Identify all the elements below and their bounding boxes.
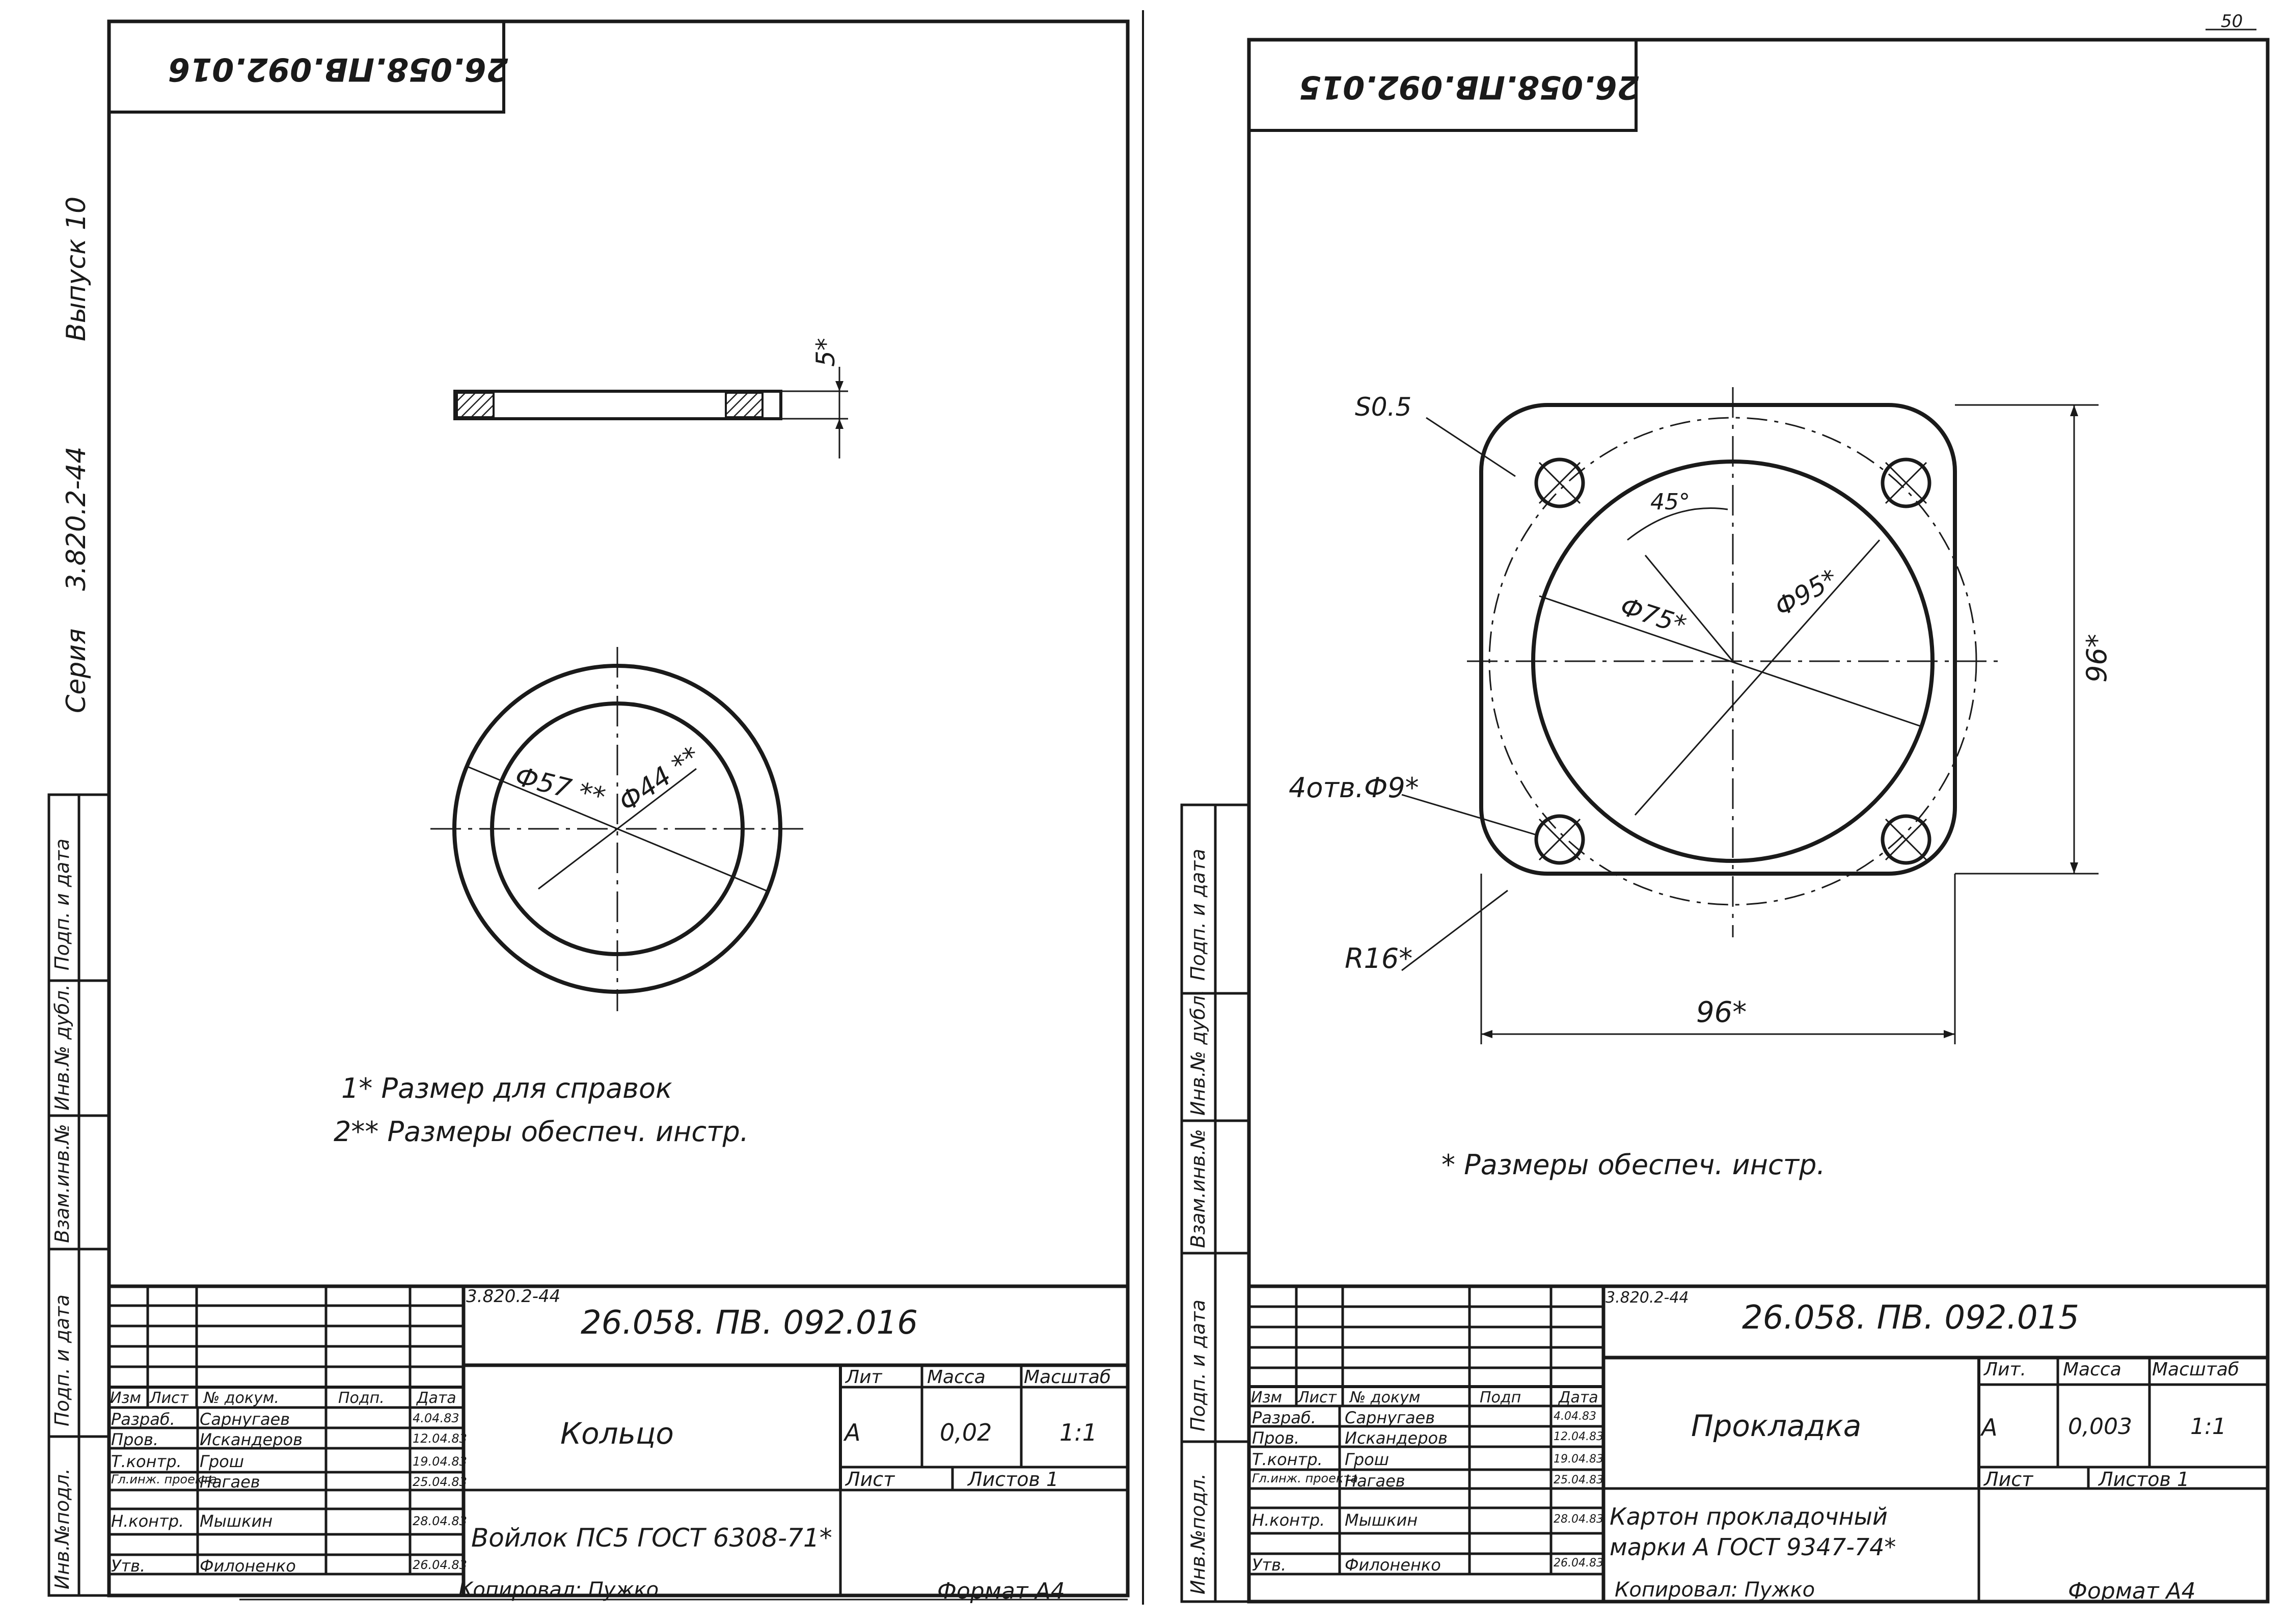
left-sheet-frame: [109, 21, 1128, 1595]
left-stamp-label-5: Инв.№подл.: [51, 1468, 73, 1589]
right-scale-label: Масштаб: [2152, 1359, 2240, 1380]
right-date-4: 25.04.83: [1554, 1474, 1603, 1486]
right-format: Формат А4: [2068, 1578, 2196, 1604]
right-role-5: Н.контр.: [1252, 1510, 1325, 1530]
margin-seriya: Серия: [61, 628, 92, 713]
left-role-1: Разраб.: [111, 1410, 175, 1429]
left-name-5: Мышкин: [200, 1511, 273, 1531]
right-name-1: Сарнугаев: [1345, 1408, 1435, 1427]
right-stamp-label-3: Взам.инв.№: [1187, 1129, 1209, 1248]
right-role-4: Гл.инж. проекта: [1252, 1471, 1358, 1485]
right-date-1: 4.04.83: [1554, 1410, 1596, 1423]
right-name-5: Мышкин: [1345, 1510, 1418, 1530]
left-scale-value: 1:1: [1059, 1419, 1098, 1446]
right-stamp-label-4: Подп. и дата: [1187, 1300, 1209, 1431]
left-mass-label: Масса: [927, 1367, 986, 1388]
right-series-ref: 3.820.2-44: [1605, 1289, 1689, 1307]
left-hdr-sign: Подп.: [338, 1389, 385, 1407]
margin-vypusk: Выпуск 10: [61, 196, 92, 341]
left-role-2: Пров.: [111, 1430, 158, 1449]
gasket-height-dim: 96*: [2081, 634, 2113, 683]
left-stamp-label-1: Подп. и дата: [51, 838, 73, 970]
left-hdr-date: Дата: [417, 1389, 456, 1407]
left-hdr-izm: Изм: [110, 1389, 142, 1407]
page-number: 50: [2221, 11, 2243, 32]
gasket-plan-view: [1402, 387, 2099, 1044]
left-series-ref: 3.820.2-44: [466, 1286, 561, 1307]
left-hdr-doc: № докум.: [204, 1389, 279, 1407]
ring-thickness-dim: 5*: [811, 338, 840, 367]
left-role-4: Гл.инж. проекта: [111, 1472, 217, 1486]
right-hdr-sign: Подп: [1480, 1389, 1521, 1406]
right-date-6: 26.04.83: [1554, 1557, 1603, 1569]
margin-series-number: 3.820.2-44: [61, 446, 92, 591]
right-role-1: Разраб.: [1252, 1408, 1316, 1427]
right-date-3: 19.04.83: [1554, 1453, 1603, 1466]
left-date-5: 28.04.83: [413, 1514, 467, 1528]
left-name-4: Нагаев: [200, 1472, 260, 1492]
left-role-3: Т.контр.: [111, 1452, 182, 1471]
right-material-line2: марки А ГОСТ 9347-74*: [1610, 1533, 1896, 1561]
ring-section-view: [455, 367, 848, 458]
left-designation: 26.058. ПВ. 092.016: [581, 1304, 918, 1342]
right-hdr-list: Лист: [1298, 1389, 1337, 1406]
left-part-name: Кольцо: [560, 1416, 674, 1451]
left-date-6: 26.04.83: [413, 1558, 467, 1572]
right-role-3: Т.контр.: [1252, 1450, 1323, 1469]
left-copied: Копировал: Пужко: [458, 1578, 659, 1602]
right-hdr-izm: Изм: [1251, 1389, 1283, 1406]
left-rotated-code: 26.058.ПВ.092.016: [168, 51, 508, 88]
left-stamp-label-2: Инв.№ дубл.: [51, 984, 73, 1111]
right-mass-value: 0,003: [2068, 1414, 2132, 1440]
right-stamp-label-5: Инв.№подл.: [1187, 1473, 1209, 1594]
gasket-inner-diameter: Ф75*: [1617, 591, 1690, 640]
right-name-2: Искандеров: [1345, 1428, 1448, 1448]
gasket-bolt-circle: Ф95*: [1770, 563, 1843, 623]
left-name-1: Сарнугаев: [200, 1410, 290, 1429]
left-hdr-list: Лист: [150, 1389, 189, 1407]
left-date-3: 19.04.83: [413, 1454, 467, 1469]
right-part-name: Прокладка: [1691, 1409, 1862, 1443]
left-lit-value: А: [845, 1419, 861, 1446]
left-name-6: Филоненко: [200, 1556, 296, 1576]
gasket-radius: R16*: [1345, 942, 1413, 975]
right-name-3: Грош: [1345, 1450, 1389, 1469]
right-note-1: * Размеры обеспеч. инстр.: [1441, 1149, 1826, 1181]
right-sheet-label: Лист: [1984, 1468, 2033, 1491]
left-note-1: 1* Размер для справок: [341, 1072, 672, 1104]
ring-outer-diameter: Ф57 **: [512, 761, 609, 813]
gasket-holes: 4отв.Ф9*: [1289, 772, 1419, 804]
right-date-2: 12.04.83: [1554, 1430, 1603, 1443]
right-scale-value: 1:1: [2190, 1414, 2226, 1440]
right-lit-value: А: [1981, 1414, 1998, 1441]
left-stamp-label-3: Взам.инв.№: [51, 1124, 73, 1243]
left-sheets-label: Листов 1: [968, 1468, 1059, 1491]
left-sheet-label: Лист: [846, 1468, 895, 1491]
gasket-angle: 45°: [1650, 489, 1690, 515]
right-role-2: Пров.: [1252, 1428, 1299, 1448]
left-date-2: 12.04.83: [413, 1431, 467, 1446]
right-stamp-label-2: Инв.№ дубл.: [1187, 989, 1209, 1116]
right-date-5: 28.04.83: [1554, 1513, 1603, 1526]
left-date-4: 25.04.83: [413, 1475, 467, 1489]
left-role-6: Утв.: [111, 1556, 146, 1576]
right-role-6: Утв.: [1252, 1555, 1287, 1575]
ring-inner-diameter: Ф44 **: [613, 740, 706, 819]
left-lit-label: Лит: [846, 1367, 882, 1388]
left-note-2: 2** Размеры обеспеч. инстр.: [334, 1116, 749, 1148]
right-name-4: Нагаев: [1345, 1471, 1405, 1491]
left-mass-value: 0,02: [940, 1419, 992, 1446]
left-material: Войлок ПС5 ГОСТ 6308-71*: [471, 1523, 832, 1553]
left-format: Формат А4: [937, 1578, 1065, 1604]
right-designation: 26.058. ПВ. 092.015: [1742, 1299, 2079, 1337]
gasket-width-dim: 96*: [1696, 996, 1747, 1029]
right-lit-label: Лит.: [1984, 1359, 2026, 1380]
right-hdr-date: Дата: [1559, 1389, 1598, 1406]
right-mass-label: Масса: [2063, 1359, 2121, 1380]
left-name-3: Грош: [200, 1452, 244, 1471]
left-date-1: 4.04.83: [413, 1411, 459, 1425]
gasket-surface-mark: S0.5: [1355, 392, 1412, 422]
right-name-6: Филоненко: [1345, 1555, 1441, 1575]
left-scale-label: Масштаб: [1024, 1367, 1111, 1388]
right-hdr-doc: № докум: [1350, 1389, 1421, 1406]
right-copied: Копировал: Пужко: [1615, 1578, 1815, 1602]
ring-plan-view: [430, 647, 805, 1011]
right-rotated-code: 26.058.ПВ.092.015: [1299, 69, 1639, 106]
right-material-line1: Картон прокладочный: [1610, 1503, 1888, 1530]
left-name-2: Искандеров: [200, 1430, 303, 1449]
left-role-5: Н.контр.: [111, 1511, 184, 1531]
left-stamp-label-4: Подп. и дата: [51, 1294, 73, 1426]
right-stamp-label-1: Подп. и дата: [1187, 849, 1209, 981]
right-sheets-label: Листов 1: [2099, 1468, 2190, 1491]
